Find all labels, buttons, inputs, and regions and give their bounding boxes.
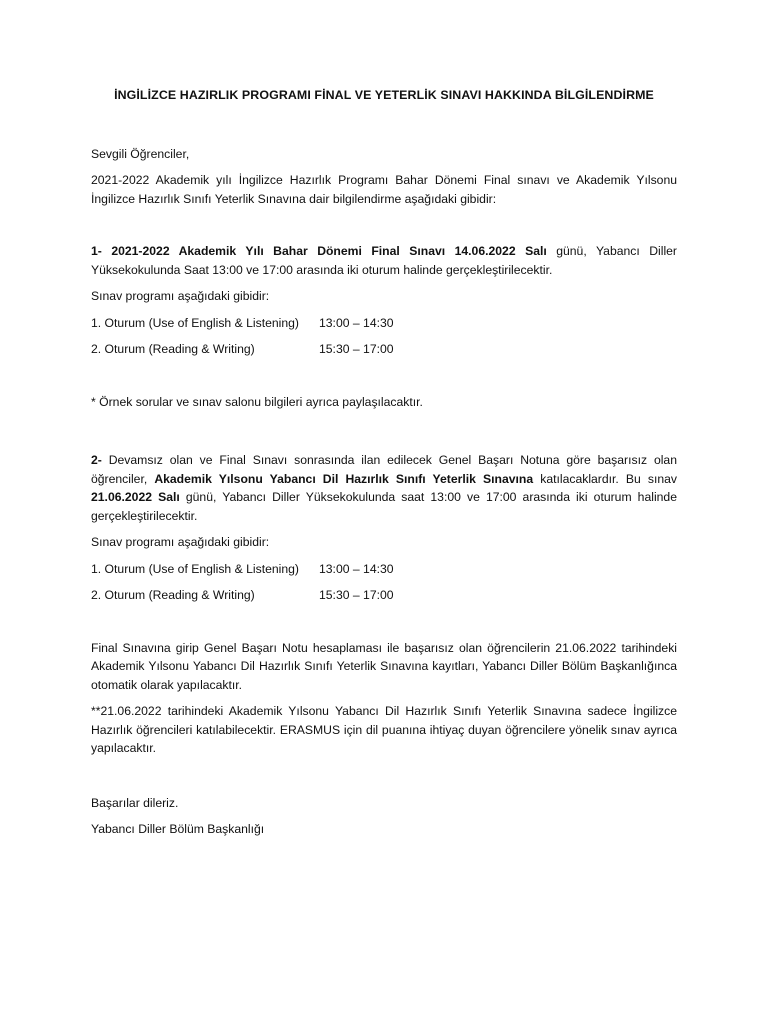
section-1-note: * Örnek sorular ve sınav salonu bilgileri ayrıca paylaşılacaktır. bbox=[91, 394, 423, 409]
section-2-bold-b: 21.06.2022 Salı bbox=[91, 490, 180, 504]
session-time: 15:30 – 17:00 bbox=[319, 588, 394, 602]
session-time: 13:00 – 14:30 bbox=[319, 561, 394, 576]
section-1-bold-text: 2021-2022 Akademik Yılı Bahar Dönemi Final Sınavı 14.06.2022 Salı bbox=[111, 244, 547, 258]
section-2-session-2 bbox=[91, 586, 677, 605]
section-1-session-1 bbox=[91, 314, 677, 333]
signature: Yabancı Diller Bölüm Başkanlığı bbox=[91, 822, 265, 836]
section-2-bold-a: Akademik Yılsonu Yabancı Dil Hazırlık Sınıfı Yeterlik Sınavına bbox=[154, 471, 534, 486]
final-exam-registration-note: Final Sınavına girip Genel Başarı Notu hesaplaması ile başarısız olan öğrencilerin 21.06.2022 tarihindeki Akademik Yılsonu Yabancı Dil Hazırlık Sınıfı Yeterlik Sınavına kayıtları, Yabancı Diller Bölüm Başkanlığınca otomatik olarak yapılacaktır. bbox=[91, 640, 677, 692]
closing-line: Başarılar dileriz. bbox=[91, 795, 179, 810]
document-body bbox=[91, 86, 677, 847]
intro-paragraph: 2021-2022 Akademik yılı İngilizce Hazırlık Programı Bahar Dönemi Final sınavı ve Akademik Yılsonu İngilizce Hazırlık Sınıfı Yeterlik Sınavına dair bilgilendirme aşağıdaki gibidir: bbox=[91, 173, 677, 206]
session-label: 1. Oturum (Use of English & Listening) bbox=[91, 561, 299, 576]
section-2-number: 2- bbox=[91, 453, 102, 467]
session-time: 13:00 – 14:30 bbox=[319, 315, 394, 330]
document-title: İNGİLİZCE HAZIRLIK PROGRAMI FİNAL VE YETERLİK SINAVI HAKKINDA BİLGİLENDİRME bbox=[114, 88, 654, 102]
session-label: 1. Oturum (Use of English & Listening) bbox=[91, 315, 299, 330]
section-2-paragraph bbox=[91, 451, 677, 525]
section-2-session-1 bbox=[91, 560, 677, 579]
section-2-text-c: günü, Yabancı Diller Yüksekokulunda saat 13:00 ve 17:00 arasında iki oturum halinde gerçekleştirilecektir. bbox=[91, 490, 677, 523]
session-time: 15:30 – 17:00 bbox=[319, 342, 394, 356]
section-2-text-a: Devamsız olan ve Final Sınavı sonrasında ilan edilecek Genel Başarı Notuna göre başarısız olan öğrenciler, bbox=[91, 453, 677, 486]
section-2-schedule-heading: Sınav programı aşağıdaki gibidir: bbox=[91, 535, 270, 549]
session-label: 2. Oturum (Reading & Writing) bbox=[91, 342, 255, 356]
section-1-number: 1- bbox=[91, 244, 102, 258]
erasmus-note: **21.06.2022 tarihindeki Akademik Yılsonu Yabancı Dil Hazırlık Sınıfı Yeterlik Sınavına sadece İngilizce Hazırlık öğrencileri katılabilecektir. ERASMUS için dil puanına ihtiyaç duyan öğrencilere yönelik sınav ayrıca yapılacaktır. bbox=[91, 704, 677, 755]
section-1-paragraph bbox=[91, 242, 677, 279]
section-1-schedule-heading: Sınav programı aşağıdaki gibidir: bbox=[91, 289, 270, 303]
section-2-text-b: katılacaklardır. Bu sınav bbox=[533, 471, 678, 486]
section-1-session-2 bbox=[91, 340, 677, 359]
greeting: Sevgili Öğrenciler, bbox=[91, 146, 190, 161]
section-1-rest-text: günü, Yabancı Diller Yüksekokulunda Saat 13:00 ve 17:00 arasında iki oturum halinde gerçekleştirilecektir. bbox=[91, 244, 677, 277]
session-label: 2. Oturum (Reading & Writing) bbox=[91, 588, 255, 602]
